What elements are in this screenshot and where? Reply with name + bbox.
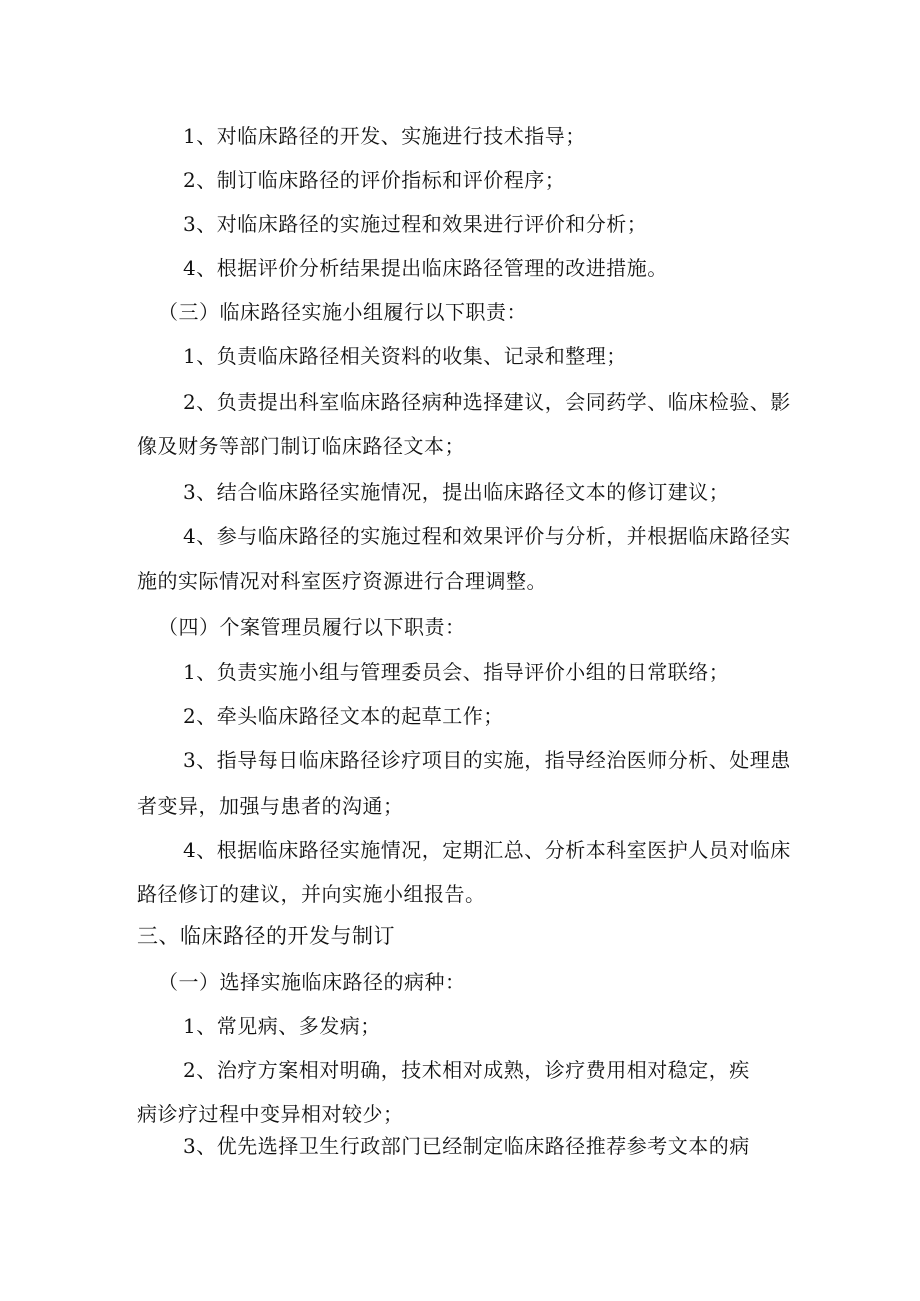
section-heading: （三）临床路径实施小组履行以下职责： — [158, 300, 527, 324]
paragraph-line: 3、优先选择卫生行政部门已经制定临床路径推荐参考文本的病 — [183, 1134, 750, 1158]
paragraph-line: 1、对临床路径的开发、实施进行技术指导； — [183, 124, 586, 148]
paragraph-line: 3、结合临床路径实施情况，提出临床路径文本的修订建议； — [183, 480, 730, 504]
paragraph-line: 病诊疗过程中变异相对较少； — [137, 1102, 404, 1126]
paragraph-line: 4、根据评价分析结果提出临床路径管理的改进措施。 — [183, 256, 668, 280]
paragraph-line: 者变异，加强与患者的沟通； — [137, 794, 404, 818]
paragraph-line: 1、负责临床路径相关资料的收集、记录和整理； — [183, 344, 627, 368]
chapter-heading: 三、临床路径的开发与制订 — [137, 924, 395, 948]
paragraph-line: 1、负责实施小组与管理委员会、指导评价小组的日常联络； — [183, 660, 730, 684]
paragraph-line: 2、负责提出科室临床路径病种选择建议，会同药学、临床检验、影 — [183, 390, 791, 414]
paragraph-line: 3、对临床路径的实施过程和效果进行评价和分析； — [183, 212, 648, 236]
paragraph-line: 2、制订临床路径的评价指标和评价程序； — [183, 168, 566, 192]
paragraph-line: 1、常见病、多发病； — [183, 1014, 381, 1038]
section-heading: （四）个案管理员履行以下职责： — [158, 615, 466, 639]
paragraph-line: 像及财务等部门制订临床路径文本； — [137, 434, 465, 458]
paragraph-line: 2、治疗方案相对明确，技术相对成熟，诊疗费用相对稳定，疾 — [183, 1058, 750, 1082]
paragraph-line: 施的实际情况对科室医疗资源进行合理调整。 — [137, 569, 547, 593]
paragraph-line: 2、牵头临床路径文本的起草工作； — [183, 704, 504, 728]
section-heading: （一）选择实施临床路径的病种： — [158, 970, 466, 994]
paragraph-line: 路径修订的建议，并向实施小组报告。 — [137, 882, 486, 906]
paragraph-line: 3、指导每日临床路径诊疗项目的实施，指导经治医师分析、处理患 — [183, 748, 791, 772]
paragraph-line: 4、参与临床路径的实施过程和效果评价与分析，并根据临床路径实 — [183, 524, 791, 548]
paragraph-line: 4、根据临床路径实施情况，定期汇总、分析本科室医护人员对临床 — [183, 838, 791, 862]
